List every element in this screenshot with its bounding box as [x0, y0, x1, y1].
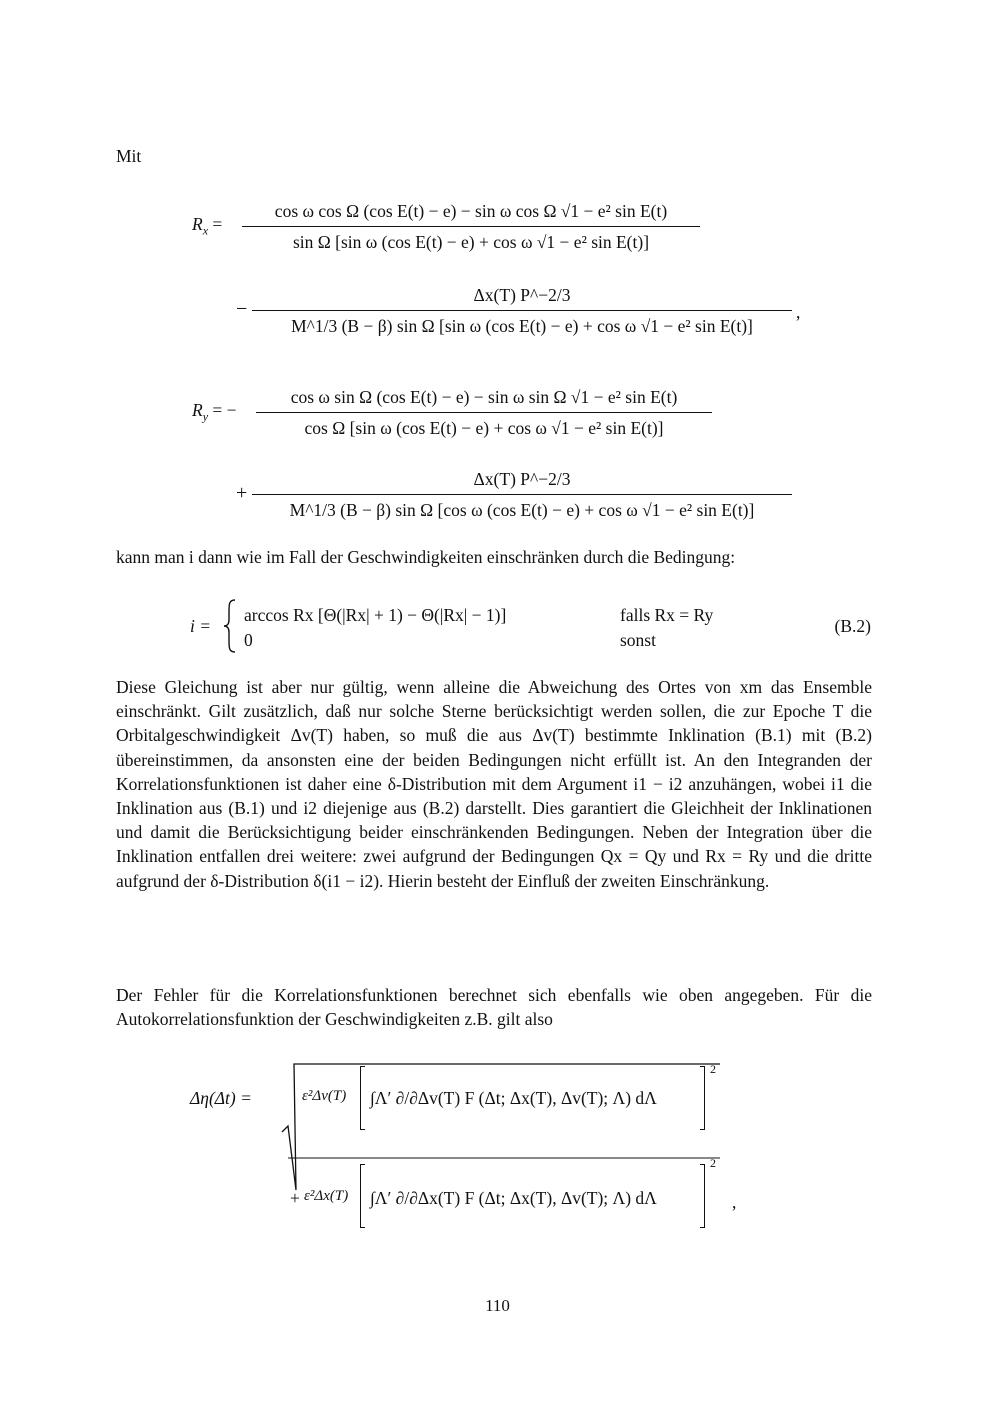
eta-line1-power: 2	[710, 1062, 716, 1076]
rx-term2-fraction	[252, 280, 792, 341]
ry-term1-numerator: cos ω sin Ω (cos E(t) − e) − sin ω sin Ω √1 − e² sin E(t)	[256, 382, 712, 413]
b2-lhs: i =	[190, 616, 212, 636]
eta-line2-power: 2	[710, 1156, 716, 1170]
ry-term2-sign: +	[236, 482, 248, 504]
ry-term2-fraction	[252, 464, 792, 525]
ry-term1-denominator: cos Ω [sin ω (cos E(t) − e) + cos ω √1 − e² sin E(t)]	[304, 418, 664, 438]
rx-trailing-comma: ,	[796, 302, 801, 322]
b2-case1-expression: arccos Rx [Θ(|Rx| + 1) − Θ(|Rx| − 1)]	[244, 605, 507, 625]
ry-term2-denominator: M^1/3 (B − β) sin Ω [cos ω (cos E(t) − e) + cos ω √1 − e² sin E(t)]	[289, 500, 755, 520]
equation-number: (B.2)	[834, 616, 871, 636]
eta-line1-bracket-right	[700, 1066, 705, 1130]
rx-term2-sign: −	[236, 298, 248, 320]
eta-line2-sign: +	[290, 1188, 300, 1208]
square-root-icon	[280, 1058, 724, 1248]
rx-term1-denominator: sin Ω [sin ω (cos E(t) − e) + cos ω √1 − e² sin E(t)]	[292, 232, 650, 252]
eta-line2-bracket-left	[360, 1164, 365, 1228]
eta-line2-bracket-right	[700, 1164, 705, 1228]
left-brace-icon	[222, 598, 238, 654]
paragraph-3: Der Fehler für die Korrelationsfunktionen berechnet sich ebenfalls wie oben angegeben. Für die Autokorrelationsfunktion der Geschwindigkeiten z.B. gilt also	[116, 985, 872, 1030]
eta-line1-bracket-left	[360, 1066, 365, 1130]
b2-case2-expression: 0	[244, 630, 253, 650]
rx-term2-numerator: Δx(T) P^−2/3	[252, 280, 792, 311]
eta-line1-integral: ∫Λ′ ∂/∂Δv(T) F (Δt; Δx(T), Δv(T); Λ) dΛ	[370, 1088, 657, 1108]
eta-line1-epsilon: ε²Δv(T)	[302, 1088, 347, 1104]
rx-term2-denominator: M^1/3 (B − β) sin Ω [sin ω (cos E(t) − e) + cos ω √1 − e² sin E(t)]	[291, 316, 753, 336]
intro-text: Mit	[116, 146, 142, 166]
rx-lhs: $R_x$ =	[192, 214, 223, 238]
paragraph-1: kann man i dann wie im Fall der Geschwindigkeiten einschränken durch die Bedingung:	[116, 547, 736, 567]
eta-lhs: Δη(Δt) =	[190, 1088, 252, 1108]
b2-case2-condition: sonst	[620, 630, 656, 650]
eta-line2-epsilon: ε²Δx(T)	[304, 1188, 349, 1204]
ry-term2-numerator: Δx(T) P^−2/3	[252, 464, 792, 495]
paragraph-2: Diese Gleichung ist aber nur gültig, wenn alleine die Abweichung des Ortes von xm das Ensemble einschränkt. Gilt zusätzlich, daß nur solche Sterne berücksichtigt werden sollen, die zur Epoche T die Orbitalgeschwindigkeit Δv(T) haben, so muß die aus Δv(T) bestimmte Inklination (B.1) mit (B.2) übereinstimmen, da ansonsten eine der beiden Bedingungen nicht erfüllt ist. An den Integranden der Korrelationsfunktionen ist daher eine δ-Distribution mit dem Argument i1 − i2 anzuhängen, wobei i1 die Inklination aus (B.1) und i2 diejenige aus (B.2) darstellt. Dies garantiert die Gleichheit der Inklinationen und damit die Berücksichtigung beider einschränkenden Bedingungen. Neben der Integration über die Inklination entfallen drei weitere: zwei aufgrund der Bedingungen Qx = Qy und Rx = Ry und die dritte aufgrund der δ-Distribution δ(i1 − i2). Hierin besteht der Einfluß der zweiten Einschränkung.	[116, 677, 872, 891]
page-number: 110	[485, 1296, 510, 1315]
ry-term1-fraction	[256, 382, 712, 443]
eta-line2-integral: ∫Λ′ ∂/∂Δx(T) F (Δt; Δx(T), Δv(T); Λ) dΛ	[370, 1188, 657, 1208]
ry-lhs: $R_y$ = −	[192, 400, 237, 424]
rx-term1-numerator: cos ω cos Ω (cos E(t) − e) − sin ω cos Ω √1 − e² sin E(t)	[242, 196, 700, 227]
rx-term1-fraction	[242, 196, 700, 257]
eta-trailing-comma: ,	[732, 1192, 737, 1212]
b2-case1-condition: falls Rx = Ry	[620, 605, 714, 625]
